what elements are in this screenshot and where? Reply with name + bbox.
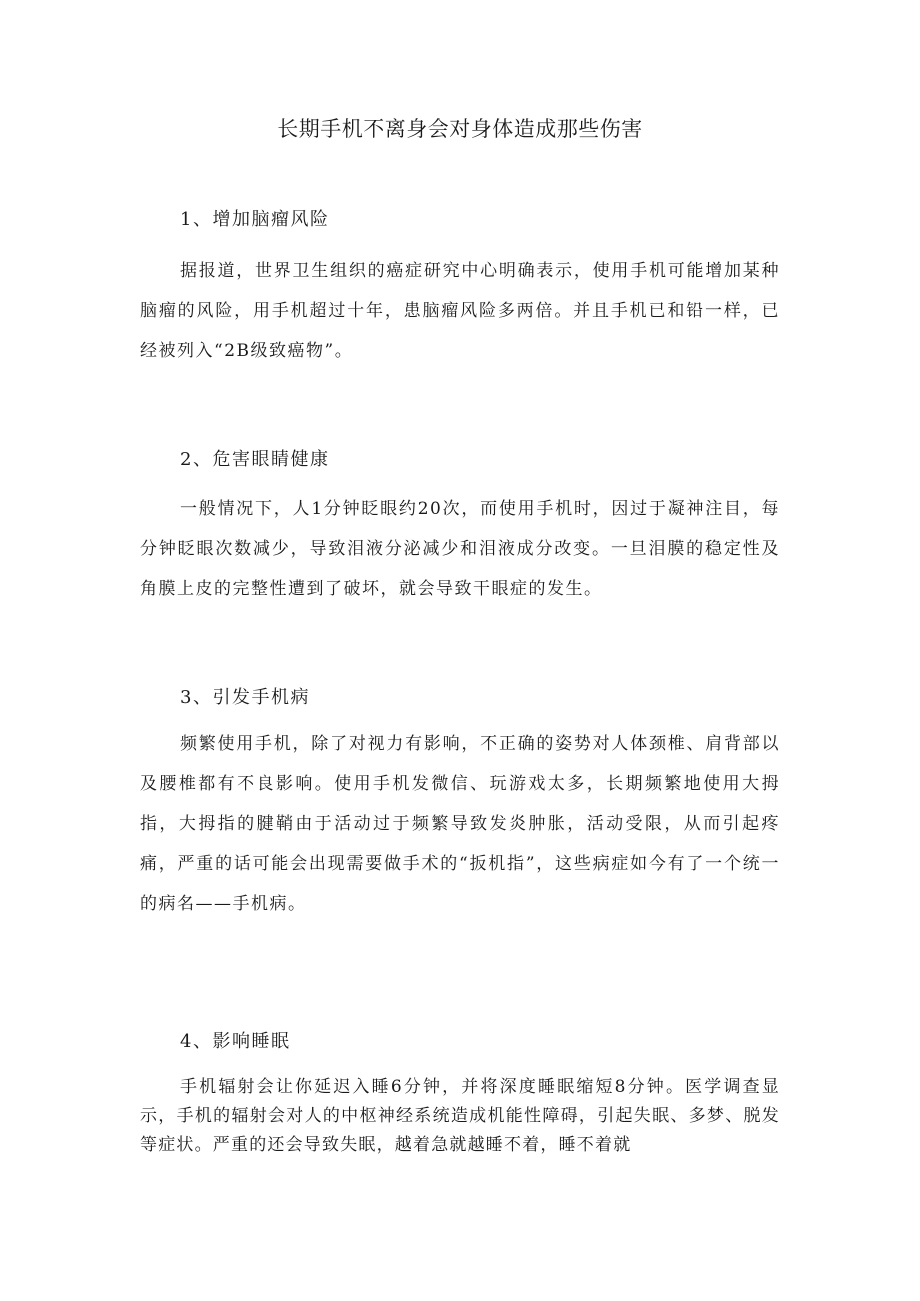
section-body-eye-health: 一般情况下，人1分钟眨眼约20次，而使用手机时，因过于凝神注目，每分钟眨眼次数减少，导致泪液分泌减少和泪液成分改变。一旦泪膜的稳定性及角膜上皮的完整性遭到了破坏，就会导致干眼症的发生。 xyxy=(140,499,780,599)
section-body-sleep: 手机辐射会让你延迟入睡6分钟，并将深度睡眠缩短8分钟。医学调查显示，手机的辐射会对人的中枢神经系统造成机能性障碍，引起失眠、多梦、脱发等症状。严重的还会导致失眠，越着急就越睡不着，睡不着就 xyxy=(140,1077,780,1155)
section-heading-phone-disease: 3、引发手机病 xyxy=(180,687,310,708)
section-heading-eye-health: 2、危害眼睛健康 xyxy=(180,449,330,470)
section-heading-brain-tumor: 1、增加脑瘤风险 xyxy=(180,209,330,230)
section-body-phone-disease: 频繁使用手机，除了对视力有影响，不正确的姿势对人体颈椎、肩背部以及腰椎都有不良影响。使用手机发微信、玩游戏太多，长期频繁地使用大拇指，大拇指的腱鞘由于活动过于频繁导致发炎肿胀，活动受限，从而引起疼痛，严重的话可能会出现需要做手术的“扳机指”，这些病症如今有了一个统一的病名——手机病。 xyxy=(140,734,780,914)
section-body-brain-tumor: 据报道，世界卫生组织的癌症研究中心明确表示，使用手机可能增加某种脑瘤的风险，用手机超过十年，患脑瘤风险多两倍。并且手机已和铅一样，已经被列入“2B级致癌物”。 xyxy=(140,261,780,361)
document-title: 长期手机不离身会对身体造成那些伤害 xyxy=(277,117,643,141)
section-heading-sleep: 4、影响睡眠 xyxy=(180,1031,291,1052)
